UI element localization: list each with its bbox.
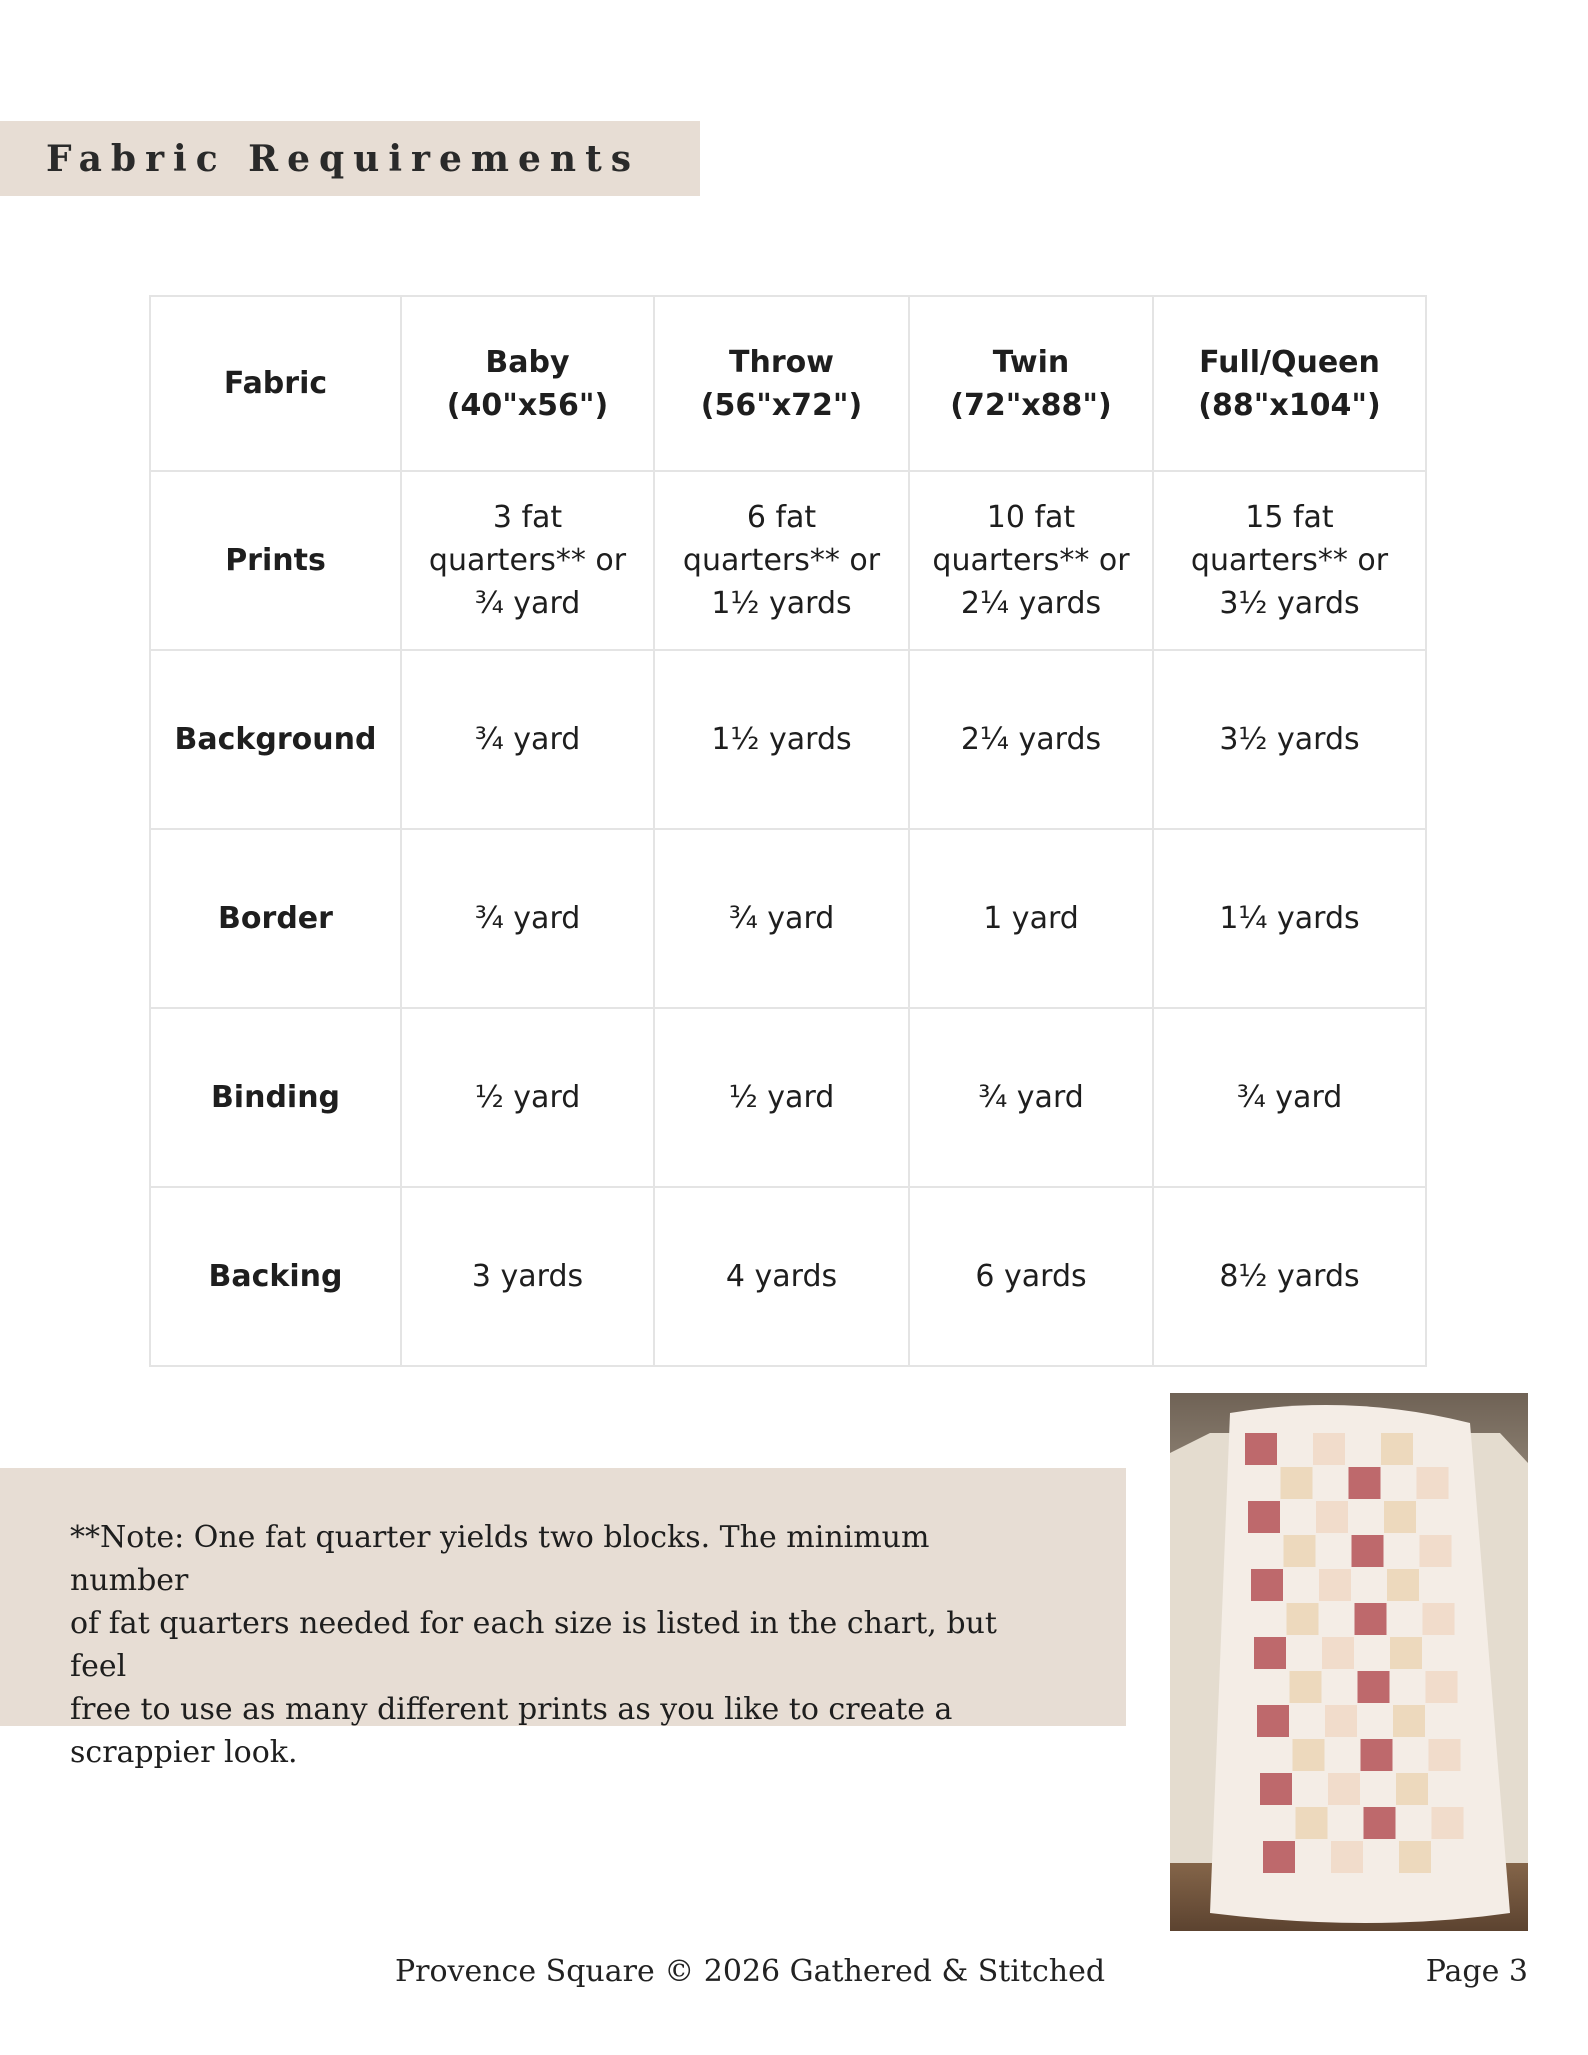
table-row [150,1187,1426,1366]
header-size-baby: Baby (40"x56") [401,296,654,471]
table-cell: ¾ yard [654,829,909,1008]
table-row [150,829,1426,1008]
table-cell: 1¼ yards [1153,829,1426,1008]
header-fabric: Fabric [150,296,401,471]
table-cell: 3 fat quarters** or ¾ yard [401,471,654,650]
table-cell: 6 fat quarters** or 1½ yards [654,471,909,650]
table-cell: 3 yards [401,1187,654,1366]
table-cell: ¾ yard [401,829,654,1008]
note-text [70,1516,1050,1774]
table-cell: 3½ yards [1153,650,1426,829]
row-label: Prints [150,471,401,650]
quilt-photo [1170,1393,1528,1931]
table-cell: ½ yard [654,1008,909,1187]
note-line: free to use as many different prints as you like to create a [70,1692,953,1727]
header-size-throw: Throw (56"x72") [654,296,909,471]
table-cell: ½ yard [401,1008,654,1187]
table-cell: 10 fat quarters** or 2¼ yards [909,471,1153,650]
table-cell: 1½ yards [654,650,909,829]
page-number: Page 3 [1425,1954,1528,1989]
table-cell: 4 yards [654,1187,909,1366]
header-size-full-queen: Full/Queen (88"x104") [1153,296,1426,471]
table-cell: ¾ yard [401,650,654,829]
table-cell: ¾ yard [1153,1008,1426,1187]
table-row [150,650,1426,829]
note-line: of fat quarters needed for each size is listed in the chart, but feel [70,1606,997,1684]
section-title: Fabric Requirements [46,137,640,180]
note-box [0,1468,1126,1770]
table-cell: 15 fat quarters** or 3½ yards [1153,471,1426,650]
table-cell: 8½ yards [1153,1187,1426,1366]
row-label: Binding [150,1008,401,1187]
row-label: Backing [150,1187,401,1366]
footer-copyright: Provence Square © 2026 Gathered & Stitched [394,1954,1106,1989]
table-row [150,1008,1426,1187]
table-row [150,471,1426,650]
fabric-requirements-table [149,295,1427,1367]
note-line: scrappier look. [70,1735,298,1770]
note-line: **Note: One fat quarter yields two blocks. The minimum number [70,1520,930,1598]
row-label: Border [150,829,401,1008]
header-size-twin: Twin (72"x88") [909,296,1153,471]
table-cell: 6 yards [909,1187,1153,1366]
table-cell: 1 yard [909,829,1153,1008]
table-cell: 2¼ yards [909,650,1153,829]
table-header-row [150,296,1426,471]
row-label: Background [150,650,401,829]
table-cell: ¾ yard [909,1008,1153,1187]
section-title-band [0,121,700,196]
